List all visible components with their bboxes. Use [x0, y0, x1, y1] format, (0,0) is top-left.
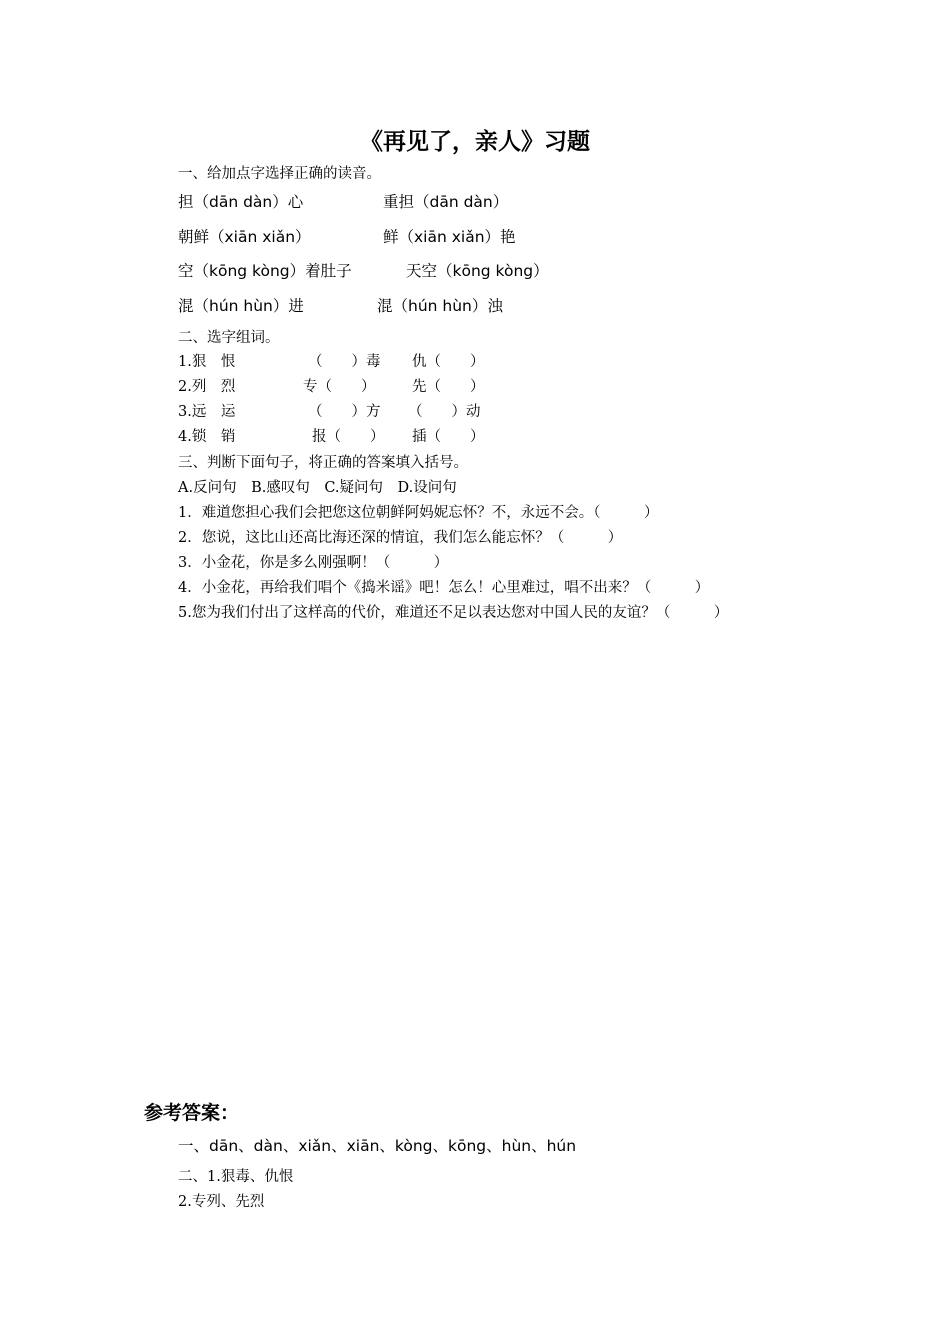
- pinyin-item: 重担（dān dàn）: [383, 193, 509, 211]
- word-blank: 报（ ）: [312, 429, 385, 445]
- word-blank: 专（ ）: [303, 379, 376, 395]
- sentence-type-options: A.反问句 B.感叹句 C.疑问句 D.设问句: [178, 480, 457, 496]
- answer-line: 2.专列、先烈: [178, 1194, 265, 1210]
- word-blank: 先（ ）: [412, 379, 485, 395]
- word-blank: （ ）方: [308, 404, 381, 420]
- pinyin-item: 混（hún hùn）浊: [377, 297, 503, 315]
- pinyin-item: 空（kōng kòng）着肚子: [178, 262, 352, 280]
- word-blank: 插（ ）: [412, 429, 485, 445]
- word-blank: （ ）毒: [308, 354, 381, 370]
- section2-heading: 二、选字组词。: [178, 330, 280, 346]
- word-group-chars: 1.狠 恨: [178, 354, 236, 370]
- pinyin-item: 鲜（xiān xiǎn）艳: [383, 228, 516, 246]
- page-title: 《再见了，亲人》习题: [360, 129, 590, 155]
- pinyin-item: 朝鲜（xiān xiǎn）: [178, 228, 311, 246]
- question-item: 3．小金花，你是多么刚强啊！（ ）: [178, 555, 449, 571]
- pinyin-item: 混（hún hùn）进: [178, 297, 304, 315]
- question-item: 2．您说，这比山还高比海还深的情谊，我们怎么能忘怀？（ ）: [178, 530, 623, 546]
- answers-heading: 参考答案：: [144, 1102, 240, 1124]
- question-item: 1．难道您担心我们会把您这位朝鲜阿妈妮忘怀？不，永远不会。（ ）: [178, 505, 659, 521]
- pinyin-item: 担（dān dàn）心: [178, 193, 304, 211]
- pinyin-item: 天空（kōng kòng）: [406, 262, 549, 280]
- word-blank: 仇（ ）: [412, 354, 485, 370]
- word-group-chars: 2.列 烈: [178, 379, 236, 395]
- answer-line: 一、dān、dàn、xiǎn、xiān、kòng、kōng、hùn、hún: [178, 1137, 577, 1155]
- section3-heading: 三、判断下面句子，将正确的答案填入括号。: [178, 455, 468, 471]
- answer-line: 二、1.狠毒、仇恨: [178, 1169, 294, 1185]
- question-item: 4．小金花，再给我们唱个《捣米谣》吧！怎么！心里难过，唱不出来？（ ）: [178, 580, 710, 596]
- section1-heading: 一、给加点字选择正确的读音。: [178, 166, 381, 182]
- word-group-chars: 3.远 运: [178, 404, 236, 420]
- word-blank: （ ）动: [408, 404, 481, 420]
- word-group-chars: 4.锁 销: [178, 429, 236, 445]
- question-item: 5.您为我们付出了这样高的代价，难道还不足以表达您对中国人民的友谊？（ ）: [178, 605, 729, 621]
